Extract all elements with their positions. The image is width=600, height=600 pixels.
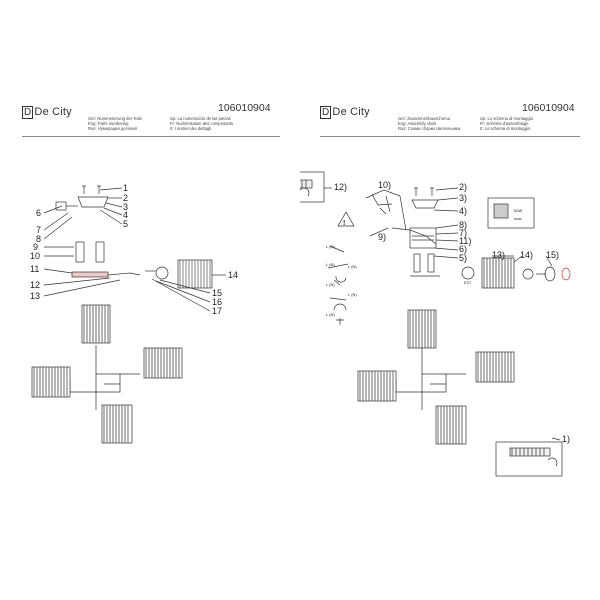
part-number: 14) bbox=[520, 250, 534, 260]
legend-text: Fr: Numérotation des composants bbox=[170, 121, 234, 127]
product-code: 106010904 bbox=[218, 102, 271, 114]
wiring-label: L (N) bbox=[326, 312, 335, 317]
mounting-bar bbox=[72, 272, 108, 277]
lamp-holder-part bbox=[76, 242, 84, 262]
legend-text: It: I numeri dei dettagli bbox=[170, 126, 212, 132]
logo-icon: D bbox=[322, 107, 330, 118]
legend-text: It: Lo schema di montaggio bbox=[480, 126, 531, 132]
part-number: 2) bbox=[459, 182, 468, 192]
lamp-holder-part bbox=[414, 254, 420, 272]
part-number: 14 bbox=[228, 270, 239, 280]
legend-text: Sp: Lo schema di montaggio bbox=[480, 116, 534, 121]
screw-icon bbox=[82, 186, 101, 194]
legend-text: Ger: Nummerierung der Teile bbox=[88, 116, 142, 121]
part-number: 9) bbox=[378, 232, 387, 242]
legend-text: Rus: Нумерация деталей bbox=[88, 126, 137, 132]
part-number: 7 bbox=[36, 225, 42, 235]
part-number: 3 bbox=[123, 202, 129, 212]
wiring-label: L (N) bbox=[348, 264, 357, 269]
part-number: 10 bbox=[30, 251, 41, 261]
part-number: 5) bbox=[459, 253, 468, 263]
canopy-plate bbox=[412, 200, 438, 208]
bulb-glow-icon bbox=[562, 268, 570, 280]
bulb-icon bbox=[462, 267, 474, 279]
bulb-icon bbox=[156, 267, 168, 279]
legend-text: Eng: Parts numbering bbox=[88, 121, 129, 127]
brand-name: De City bbox=[332, 106, 370, 118]
junction-box bbox=[410, 228, 436, 248]
part-number: 8) bbox=[459, 220, 468, 230]
wiring-label: L (N) bbox=[326, 262, 335, 267]
part-number: 2 bbox=[123, 193, 129, 203]
part-number: 1) bbox=[562, 434, 571, 444]
logo-icon: D bbox=[24, 107, 32, 118]
part-number: 8 bbox=[36, 234, 42, 244]
part-number: 3) bbox=[459, 193, 468, 203]
legend-text: Eng: Assembly chart bbox=[398, 121, 437, 127]
part-number: 11) bbox=[459, 236, 472, 246]
lamp-shade-icon bbox=[178, 260, 212, 288]
part-number: 12) bbox=[334, 182, 348, 192]
wire-connector-icon bbox=[56, 202, 66, 210]
part-number: 9 bbox=[33, 242, 39, 252]
legend-text: Sp: La numeración de las piezas bbox=[170, 116, 231, 121]
legend-text: Ger: Zusammenbauschema bbox=[398, 116, 450, 121]
part-number: 1 bbox=[123, 183, 129, 193]
part-number: 10) bbox=[378, 180, 392, 190]
warning-mark: ! bbox=[343, 220, 346, 227]
assembly-diagram bbox=[300, 0, 600, 600]
part-number: 12 bbox=[30, 280, 41, 290]
part-number: 6 bbox=[36, 208, 42, 218]
lamp-holder-part bbox=[96, 242, 104, 262]
wiring-label: L (N) bbox=[348, 292, 357, 297]
bulb-icon bbox=[545, 267, 555, 281]
assembled-chandelier bbox=[358, 310, 514, 444]
screw-icon bbox=[414, 188, 434, 196]
bulb-spec: E27 bbox=[464, 280, 472, 285]
canopy-plate bbox=[78, 197, 108, 207]
brand-name: De City bbox=[34, 106, 72, 118]
wiring-label: L (N) bbox=[326, 244, 335, 249]
wiring-label: L (N) bbox=[326, 282, 335, 287]
part-number: 13 bbox=[30, 291, 41, 301]
assembled-chandelier bbox=[32, 305, 182, 443]
product-code: 106010904 bbox=[522, 102, 575, 114]
part-number: 5 bbox=[123, 219, 129, 229]
ring-part bbox=[523, 269, 533, 279]
part-number: 15 bbox=[212, 288, 223, 298]
box-label: max bbox=[514, 216, 522, 221]
lamp-holder-part bbox=[428, 254, 434, 272]
lamp-shade-icon bbox=[482, 258, 514, 288]
part-number: 4) bbox=[459, 206, 468, 216]
part-number: 7) bbox=[459, 228, 468, 238]
part-number: 17 bbox=[212, 306, 223, 316]
right-sheet bbox=[300, 0, 600, 600]
part-number: 4 bbox=[123, 210, 129, 220]
part-number: 11 bbox=[30, 264, 40, 274]
box-label: 60W bbox=[514, 208, 523, 213]
part-number: 6) bbox=[459, 244, 468, 254]
legend-text: Rus: Схема сборки светильника bbox=[398, 126, 461, 132]
part-number: 15) bbox=[546, 250, 560, 260]
part-number: 16 bbox=[212, 297, 223, 307]
warning-triangle-icon bbox=[338, 212, 354, 226]
inset-box bbox=[496, 442, 562, 476]
legend-text: Fr: Schéma d'assemblage bbox=[480, 121, 529, 127]
part-number: 13) bbox=[492, 250, 506, 260]
